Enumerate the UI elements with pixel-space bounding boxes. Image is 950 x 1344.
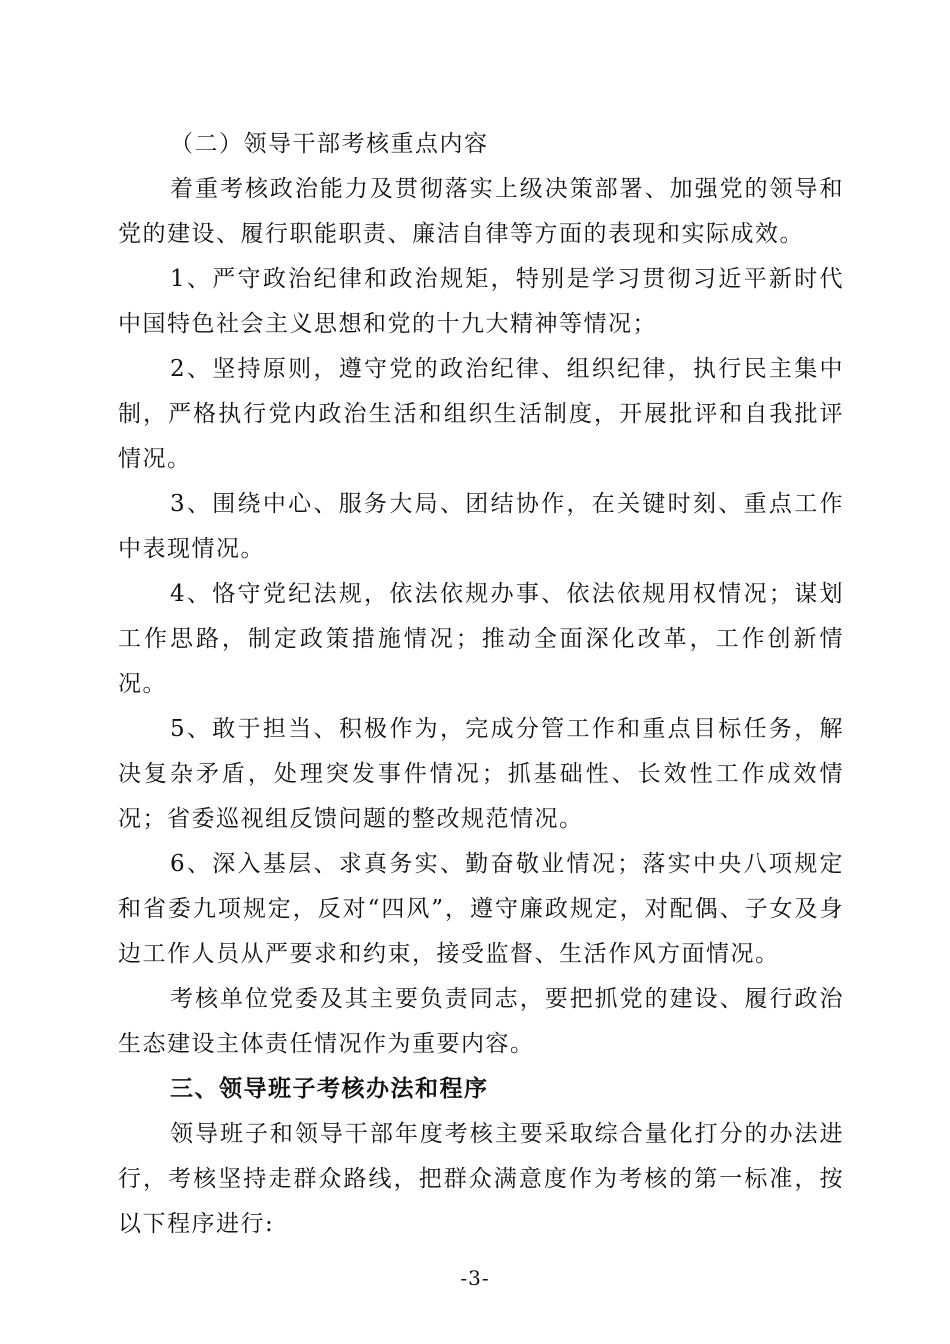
subsection-heading: （二）领导干部考核重点内容: [170, 131, 489, 157]
list-item-5: 5、敢于担当、积极作为，完成分管工作和重点目标任务，解决复杂矛盾，处理突发事件情况；抓基础性、长效性工作成效情况；省委巡视组反馈问题的整改规范情况。: [118, 716, 844, 832]
section-heading: 三、领导班子考核办法和程序: [170, 1076, 489, 1102]
document-body: [118, 122, 844, 1247]
list-item-1: 1、严守政治纪律和政治规矩，特别是学习贯彻习近平新时代中国特色社会主义思想和党的十九大精神等情况；: [118, 266, 844, 337]
list-item-6: 6、深入基层、求真务实、勤奋敬业情况；落实中央八项规定和省委九项规定，反对“四风”，遵守廉政规定，对配偶、子女及身边工作人员从严要求和约束，接受监督、生活作风方面情况。: [118, 851, 844, 967]
list-item-4: 4、恪守党纪法规，依法依规办事、依法依规用权情况；谋划工作思路，制定政策措施情况；推动全面深化改革，工作创新情况。: [118, 581, 844, 697]
paragraph-party-committee: 考核单位党委及其主要负责同志，要把抓党的建设、履行政治生态建设主体责任情况作为重要内容。: [118, 986, 844, 1057]
paragraph-intro: 着重考核政治能力及贯彻落实上级决策部署、加强党的领导和党的建设、履行职能职责、廉洁自律等方面的表现和实际成效。: [118, 176, 844, 247]
page-number: -3-: [460, 1266, 490, 1290]
list-item-3: 3、围绕中心、服务大局、团结协作，在关键时刻、重点工作中表现情况。: [118, 491, 844, 562]
paragraph-procedure: 领导班子和领导干部年度考核主要采取综合量化打分的办法进行，考核坚持走群众路线，把群众满意度作为考核的第一标准，按以下程序进行:: [118, 1121, 844, 1237]
list-item-2: 2、坚持原则，遵守党的政治纪律、组织纪律，执行民主集中制，严格执行党内政治生活和组织生活制度，开展批评和自我批评情况。: [118, 356, 844, 472]
